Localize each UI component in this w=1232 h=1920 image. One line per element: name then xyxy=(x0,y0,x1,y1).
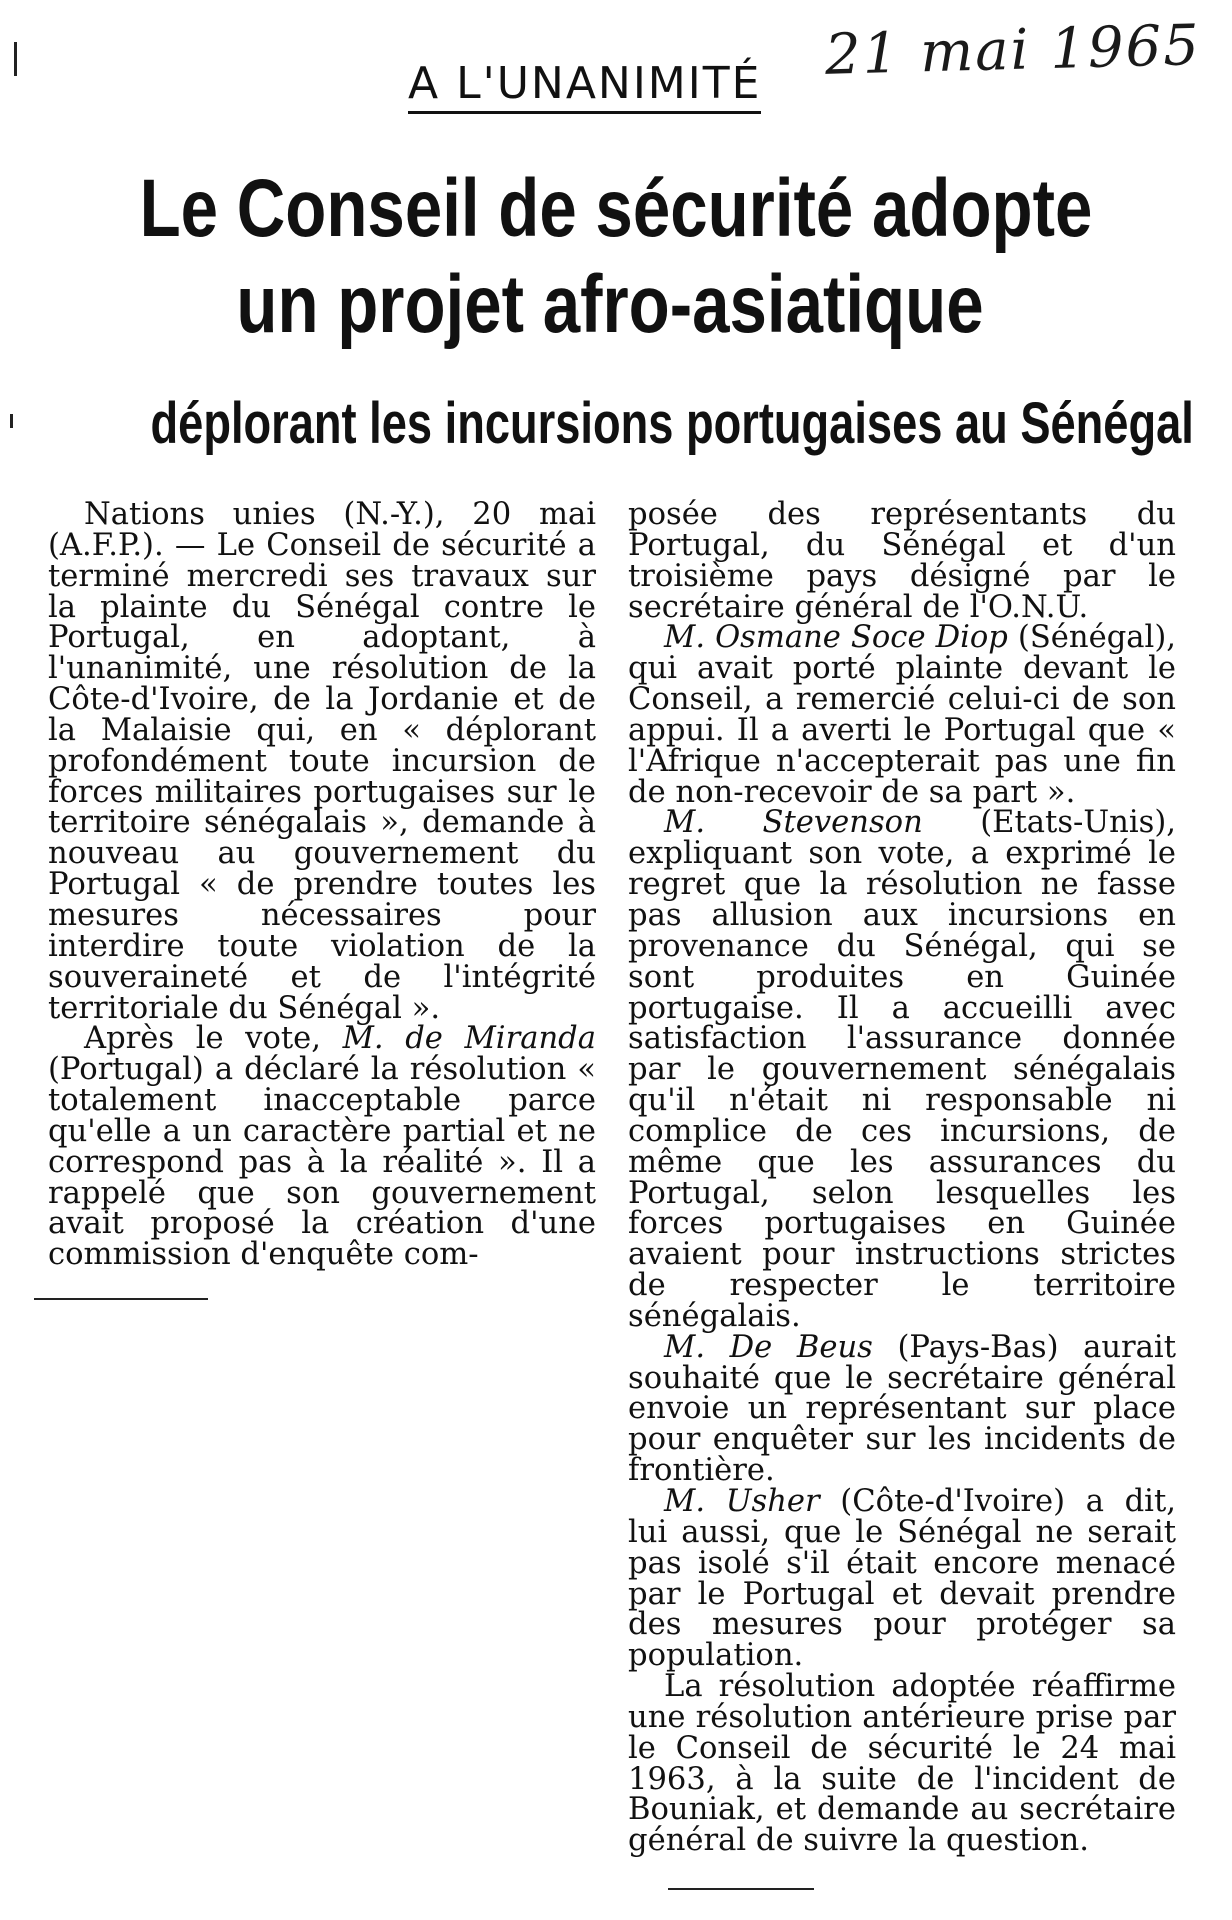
speaker-name: M. Usher xyxy=(664,1484,820,1519)
article-paragraph xyxy=(628,1329,1176,1489)
paragraph-text: (Portugal) a déclaré la résolution « totalement inacceptable parce qu'elle a un caractère partial et ne correspond pas à la réalité ». Il a rappelé que son gouvernement avait proposé la création d'une commission d'enquête com- xyxy=(48,1052,596,1273)
article-column-left xyxy=(48,497,596,1273)
article-paragraph xyxy=(628,620,1176,810)
paragraph-text: (Côte-d'Ivoire) a dit, lui aussi, que le Sénégal ne serait pas isolé s'il était encore menacé par le Portugal et devait prendre des mesures pour protéger sa population. xyxy=(628,1484,1176,1674)
speaker-name: M. Stevenson xyxy=(664,805,923,841)
headline-line-1: Le Conseil de sécurité adopte xyxy=(139,163,1093,254)
kicker-label: A L'UNANIMITÉ xyxy=(408,58,761,114)
margin-mark xyxy=(14,42,17,76)
margin-mark xyxy=(10,414,13,428)
article-paragraph xyxy=(628,805,1176,1334)
column-end-rule xyxy=(668,1888,814,1890)
subheadline: déplorant les incursions portugaises au Sénégal xyxy=(150,391,1194,456)
paragraph-text: (Pays-Bas) aurait souhaité que le secrétaire général envoie un représentant sur place pour enquêter sur les incidents de frontière. xyxy=(628,1329,1176,1489)
article-paragraph: La résolution adoptée réaffirme une résolution antérieure prise par le Conseil de sécurité le 24 mai 1963, à la suite de l'incident de Bouniak, et demande au secrétaire général de suivre la question. xyxy=(628,1669,1176,1859)
handwritten-date: 21 mai 1965 xyxy=(824,13,1202,88)
speaker-name: M. de Miranda xyxy=(342,1021,596,1057)
column-end-rule xyxy=(34,1298,208,1300)
article-column-right xyxy=(628,497,1176,1859)
paragraph-lead: Après le vote, xyxy=(84,1021,343,1057)
speaker-name: M. De Beus xyxy=(664,1329,873,1365)
article-paragraph xyxy=(48,1021,596,1273)
paragraph-text: (Etats-Unis), expliquant son vote, a exprimé le regret que la résolution ne fasse pas allusion aux incursions en provenance du Sénégal, qui se sont produites en Guinée portugaise. Il a accueilli avec satisfaction l'assurance donnée par le gouvernement sénégalais qu'il n'était ni responsable ni complice de ces incursions, de même que les assurances du Portugal, selon lesquelles les forces portugaises en Guinée avaient pour instructions strictes de respecter le territoire sénégalais. xyxy=(628,805,1176,1334)
article-paragraph xyxy=(628,1484,1176,1674)
article-paragraph: posée des représentants du Portugal, du Sénégal et d'un troisième pays désigné par le secrétaire général de l'O.N.U. xyxy=(628,497,1176,625)
headline-line-2: un projet afro-asiatique xyxy=(236,259,984,350)
article-paragraph: Nations unies (N.-Y.), 20 mai (A.F.P.). — Le Conseil de sécurité a terminé mercredi ses travaux sur la plainte du Sénégal contre le Portugal, en adoptant, à l'unanimité, une résolution de la Côte-d'Ivoire, de la Jordanie et de la Malaisie qui, en « déplorant profondément toute incursion de forces militaires portugaises sur le territoire sénégalais », demande à nouveau au gouvernement du Portugal « de prendre toutes les mesures nécessaires pour interdire toute violation de la souveraineté et de l'intégrité territoriale du Sénégal ». xyxy=(48,497,596,1026)
paragraph-text: (Sénégal), qui avait porté plainte devant le Conseil, a remercié celui-ci de son appui. Il a averti le Portugal que « l'Afrique n'accepterait pas une fin de non-recevoir de sa part ». xyxy=(628,620,1176,810)
speaker-name: M. Osmane Soce Diop xyxy=(664,620,1008,656)
